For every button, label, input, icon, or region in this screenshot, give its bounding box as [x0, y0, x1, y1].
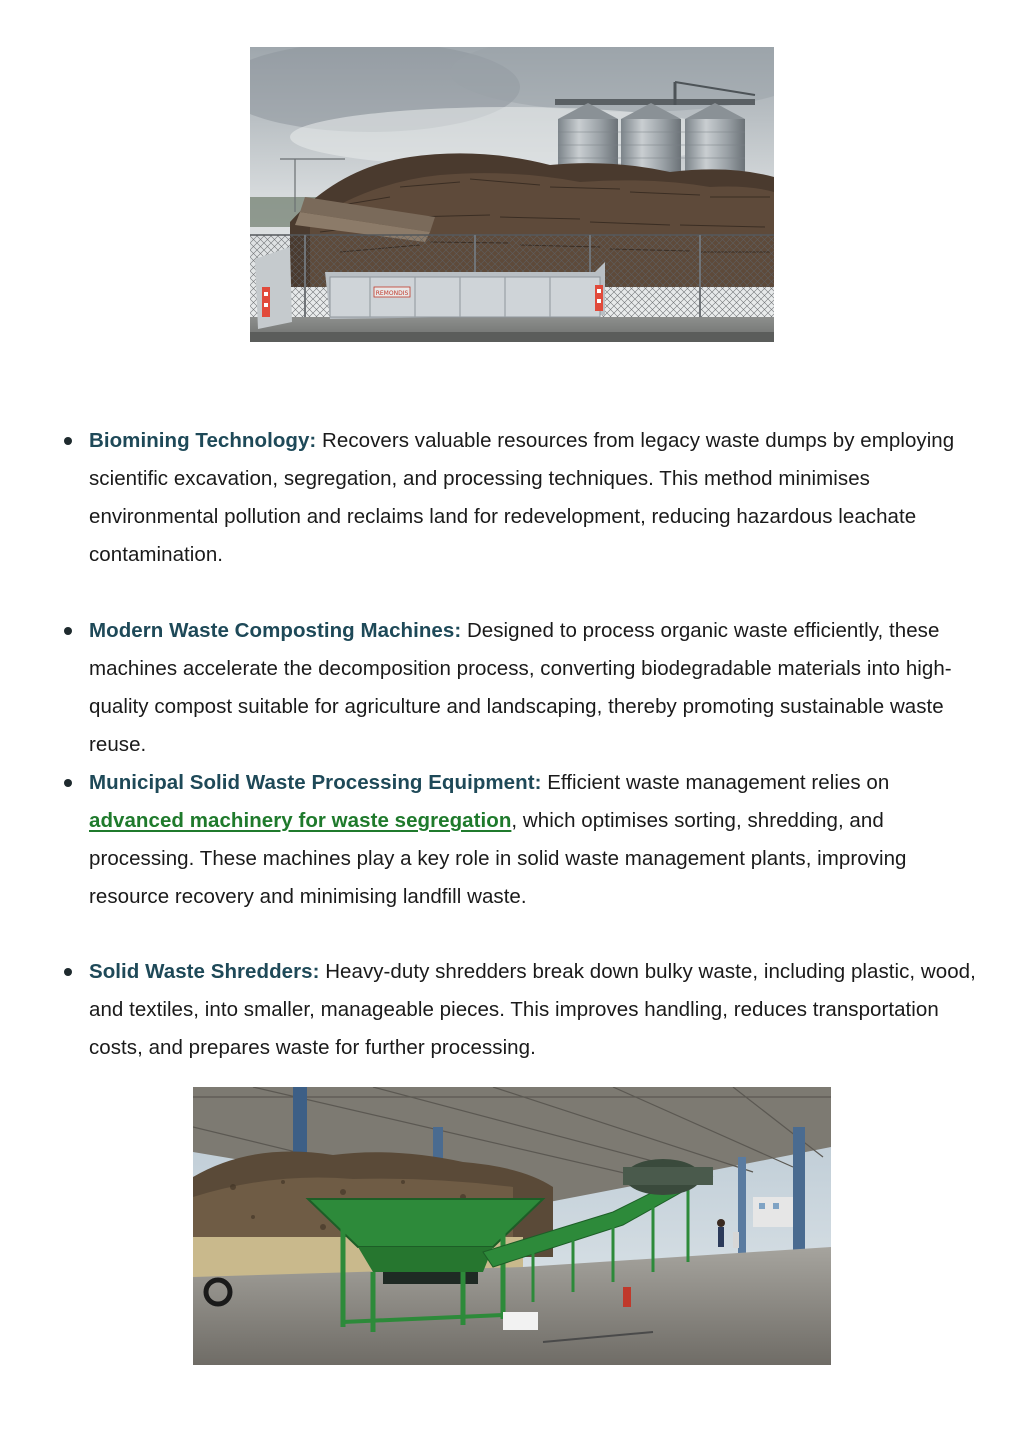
container-brand-label: REMONDIS: [375, 290, 409, 297]
bullet-text: Recovers valuable resources from legacy waste dumps by employing scientific excavation, segregation, and processing techniques. This method minimises environmental pollution and reclaims land for redevelopment, reducing hazardous leachate contamination.: [89, 429, 955, 566]
bullet-text: Efficient waste management relies on: [541, 771, 890, 794]
bullet-term: Modern Waste Composting Machines:: [89, 619, 462, 642]
bullet-dot: [64, 627, 72, 635]
bullet-term: Solid Waste Shredders:: [89, 960, 320, 983]
bullet-dot: [64, 779, 72, 787]
bullet-text-continued: , which optimises sorting, shredding, and processing. These machines play a key role in solid waste management plants, improving resource recovery and minimising landfill waste.: [89, 809, 907, 908]
bullet-dot: [64, 437, 72, 445]
waste-yard-illustration: [250, 47, 774, 342]
list-item: [89, 612, 979, 764]
bullet-text: Designed to process organic waste efficiently, these machines accelerate the decomposition process, converting biodegradable materials into high-quality compost suitable for agriculture and landscaping, thereby promoting sustainable waste reuse.: [89, 619, 952, 756]
bullet-term: Municipal Solid Waste Processing Equipment:: [89, 771, 542, 794]
bullet-term: Biomining Technology:: [89, 429, 317, 452]
bullet-text: Heavy-duty shredders break down bulky waste, including plastic, wood, and textiles, into smaller, manageable pieces. This improves handling, reduces transportation costs, and prepares waste for further processing.: [89, 960, 976, 1059]
waste-segregation-link[interactable]: advanced machinery for waste segregation: [89, 809, 512, 832]
processing-shed-illustration: [193, 1087, 831, 1365]
list-item: [89, 764, 979, 916]
list-item: [89, 953, 979, 1067]
list-item: [89, 422, 979, 574]
bullet-dot: [64, 968, 72, 976]
waste-yard-photo: [250, 47, 774, 342]
processing-shed-photo: [193, 1087, 831, 1365]
